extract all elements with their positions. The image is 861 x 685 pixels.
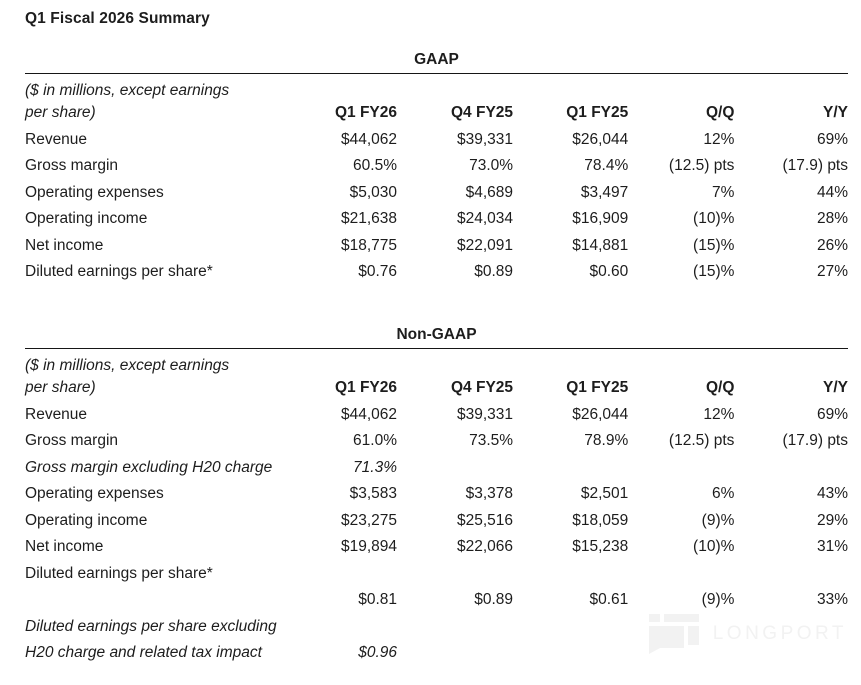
cell-value: 12% (703, 405, 735, 423)
cell-empty (628, 561, 734, 588)
cell-value: (10)% (693, 538, 735, 556)
row-label: Gross margin excluding H20 charge (25, 458, 273, 476)
table-row (25, 587, 848, 614)
row-label: Diluted earnings per share excluding (25, 617, 277, 635)
cell-value: 69% (816, 130, 848, 148)
section-non-gaap (25, 327, 848, 667)
table-row (25, 561, 848, 588)
cell-value: (12.5) pts (668, 157, 735, 175)
cell-empty (628, 74, 734, 101)
cell-value: $26,044 (572, 130, 629, 148)
unit-note-line2: per share) (25, 379, 96, 397)
table-row (25, 508, 848, 535)
cell-value: $14,881 (572, 236, 629, 254)
cell-value: 69% (816, 405, 848, 423)
column-header: Y/Y (823, 104, 848, 122)
page-title: Q1 Fiscal 2026 Summary (25, 10, 210, 27)
table-row (25, 614, 848, 641)
cell-value: $23,275 (340, 511, 397, 529)
cell-empty (734, 614, 848, 641)
row-label: Revenue (25, 130, 88, 148)
column-header: Q1 FY26 (334, 379, 397, 397)
cell-value: 33% (816, 591, 848, 609)
row-label: Operating income (25, 511, 148, 529)
cell-value: $18,059 (572, 511, 629, 529)
cell-empty (513, 74, 628, 101)
section-gaap (25, 52, 848, 286)
unit-note-line2: per share) (25, 104, 96, 122)
financial-table-gaap (25, 73, 848, 286)
column-header: Q4 FY25 (451, 104, 514, 122)
cell-empty (397, 349, 513, 376)
cell-value: $3,583 (349, 485, 397, 503)
column-header: Q/Q (705, 379, 735, 397)
cell-value: (10)% (693, 210, 735, 228)
cell-value: $0.89 (474, 591, 514, 609)
unit-note-line1: ($ in millions, except earnings (25, 356, 230, 374)
column-header-row (25, 100, 848, 127)
cell-empty (397, 640, 513, 667)
cell-empty (397, 455, 513, 482)
cell-empty (628, 640, 734, 667)
cell-empty (628, 455, 734, 482)
column-header: Q1 FY25 (566, 379, 629, 397)
cell-empty (305, 74, 397, 101)
table-row (25, 180, 848, 207)
cell-value: 6% (712, 485, 735, 503)
cell-value: 78.4% (584, 157, 629, 175)
cell-value: $4,689 (465, 183, 514, 201)
cell-value: $18,775 (340, 236, 397, 254)
cell-value: 7% (712, 183, 735, 201)
cell-value: 27% (816, 263, 848, 281)
cell-value: 28% (816, 210, 848, 228)
cell-empty (513, 561, 628, 588)
table-row (25, 153, 848, 180)
row-label: Revenue (25, 405, 88, 423)
cell-value: $0.81 (358, 591, 397, 609)
table-row (25, 534, 848, 561)
cell-empty (305, 614, 397, 641)
cell-empty (397, 74, 513, 101)
unit-note-row (25, 349, 848, 376)
cell-value: $39,331 (457, 405, 514, 423)
row-label: Gross margin (25, 432, 119, 450)
table-row (25, 127, 848, 154)
longport-watermark-text: LONGPORT (712, 623, 847, 644)
cell-value: $19,894 (340, 538, 397, 556)
column-header: Q/Q (705, 104, 735, 122)
row-label: Gross margin (25, 157, 119, 175)
cell-empty (25, 587, 305, 614)
cell-value: $3,497 (580, 183, 629, 201)
cell-empty (513, 455, 628, 482)
cell-value: $44,062 (340, 130, 397, 148)
cell-value: $0.96 (358, 644, 397, 662)
row-label: Operating expenses (25, 183, 164, 201)
cell-value: $22,066 (457, 538, 514, 556)
cell-empty (513, 614, 628, 641)
cell-empty (513, 640, 628, 667)
row-label: Net income (25, 538, 104, 556)
table-row (25, 233, 848, 260)
cell-empty (305, 561, 397, 588)
cell-value: $0.89 (474, 263, 514, 281)
cell-value: (17.9) pts (782, 157, 848, 175)
cell-value: $0.76 (358, 263, 397, 281)
cell-value: $0.60 (589, 263, 629, 281)
tables-container (25, 52, 848, 667)
row-label: Net income (25, 236, 104, 254)
row-label: Diluted earnings per share* (25, 564, 213, 582)
cell-value: 73.0% (469, 157, 514, 175)
cell-value: 73.5% (469, 432, 514, 450)
section-title-non-gaap: Non-GAAP (396, 325, 477, 343)
cell-value: (9)% (701, 591, 735, 609)
cell-value: 60.5% (353, 157, 397, 175)
cell-value: $39,331 (457, 130, 514, 148)
cell-empty (628, 614, 734, 641)
cell-value: 12% (703, 130, 735, 148)
financial-table-non-gaap (25, 348, 848, 667)
cell-value: 43% (816, 485, 848, 503)
cell-value: $26,044 (572, 405, 629, 423)
cell-value: $16,909 (572, 210, 629, 228)
unit-note-line1: ($ in millions, except earnings (25, 81, 230, 99)
cell-value: (15)% (693, 263, 735, 281)
cell-empty (734, 455, 848, 482)
row-label: Operating income (25, 210, 148, 228)
cell-empty (734, 561, 848, 588)
section-title-gaap: GAAP (414, 50, 459, 68)
cell-value: $44,062 (340, 405, 397, 423)
cell-value: $21,638 (340, 210, 397, 228)
cell-value: $0.61 (589, 591, 629, 609)
column-header: Q1 FY25 (566, 104, 629, 122)
cell-value: 29% (816, 511, 848, 529)
cell-empty (734, 349, 848, 376)
cell-value: (15)% (693, 236, 735, 254)
cell-value: 26% (816, 236, 848, 254)
column-header: Q4 FY25 (451, 379, 514, 397)
cell-value: $15,238 (572, 538, 629, 556)
table-row (25, 455, 848, 482)
cell-empty (397, 614, 513, 641)
table-row (25, 402, 848, 429)
cell-empty (734, 640, 848, 667)
cell-empty (628, 349, 734, 376)
table-row (25, 481, 848, 508)
table-row (25, 206, 848, 233)
cell-value: 78.9% (584, 432, 629, 450)
cell-value: $24,034 (457, 210, 514, 228)
cell-value: $2,501 (580, 485, 629, 503)
column-header-row (25, 375, 848, 402)
cell-value: 31% (816, 538, 848, 556)
unit-note-row (25, 74, 848, 101)
cell-value: 44% (816, 183, 848, 201)
table-row (25, 640, 848, 667)
cell-empty (397, 561, 513, 588)
cell-value: $22,091 (457, 236, 514, 254)
cell-value: $5,030 (349, 183, 397, 201)
cell-empty (305, 349, 397, 376)
row-label: Diluted earnings per share* (25, 263, 213, 281)
cell-value: 71.3% (353, 458, 397, 476)
column-header: Q1 FY26 (334, 104, 397, 122)
cell-value: (12.5) pts (668, 432, 735, 450)
cell-value: (17.9) pts (782, 432, 848, 450)
cell-empty (734, 74, 848, 101)
cell-value: $3,378 (465, 485, 514, 503)
row-label: H20 charge and related tax impact (25, 644, 262, 662)
column-header: Y/Y (823, 379, 848, 397)
cell-value: 61.0% (353, 432, 397, 450)
table-row (25, 428, 848, 455)
cell-empty (513, 349, 628, 376)
cell-value: (9)% (701, 511, 735, 529)
table-row (25, 259, 848, 286)
row-label: Operating expenses (25, 485, 164, 503)
cell-value: $25,516 (457, 511, 514, 529)
